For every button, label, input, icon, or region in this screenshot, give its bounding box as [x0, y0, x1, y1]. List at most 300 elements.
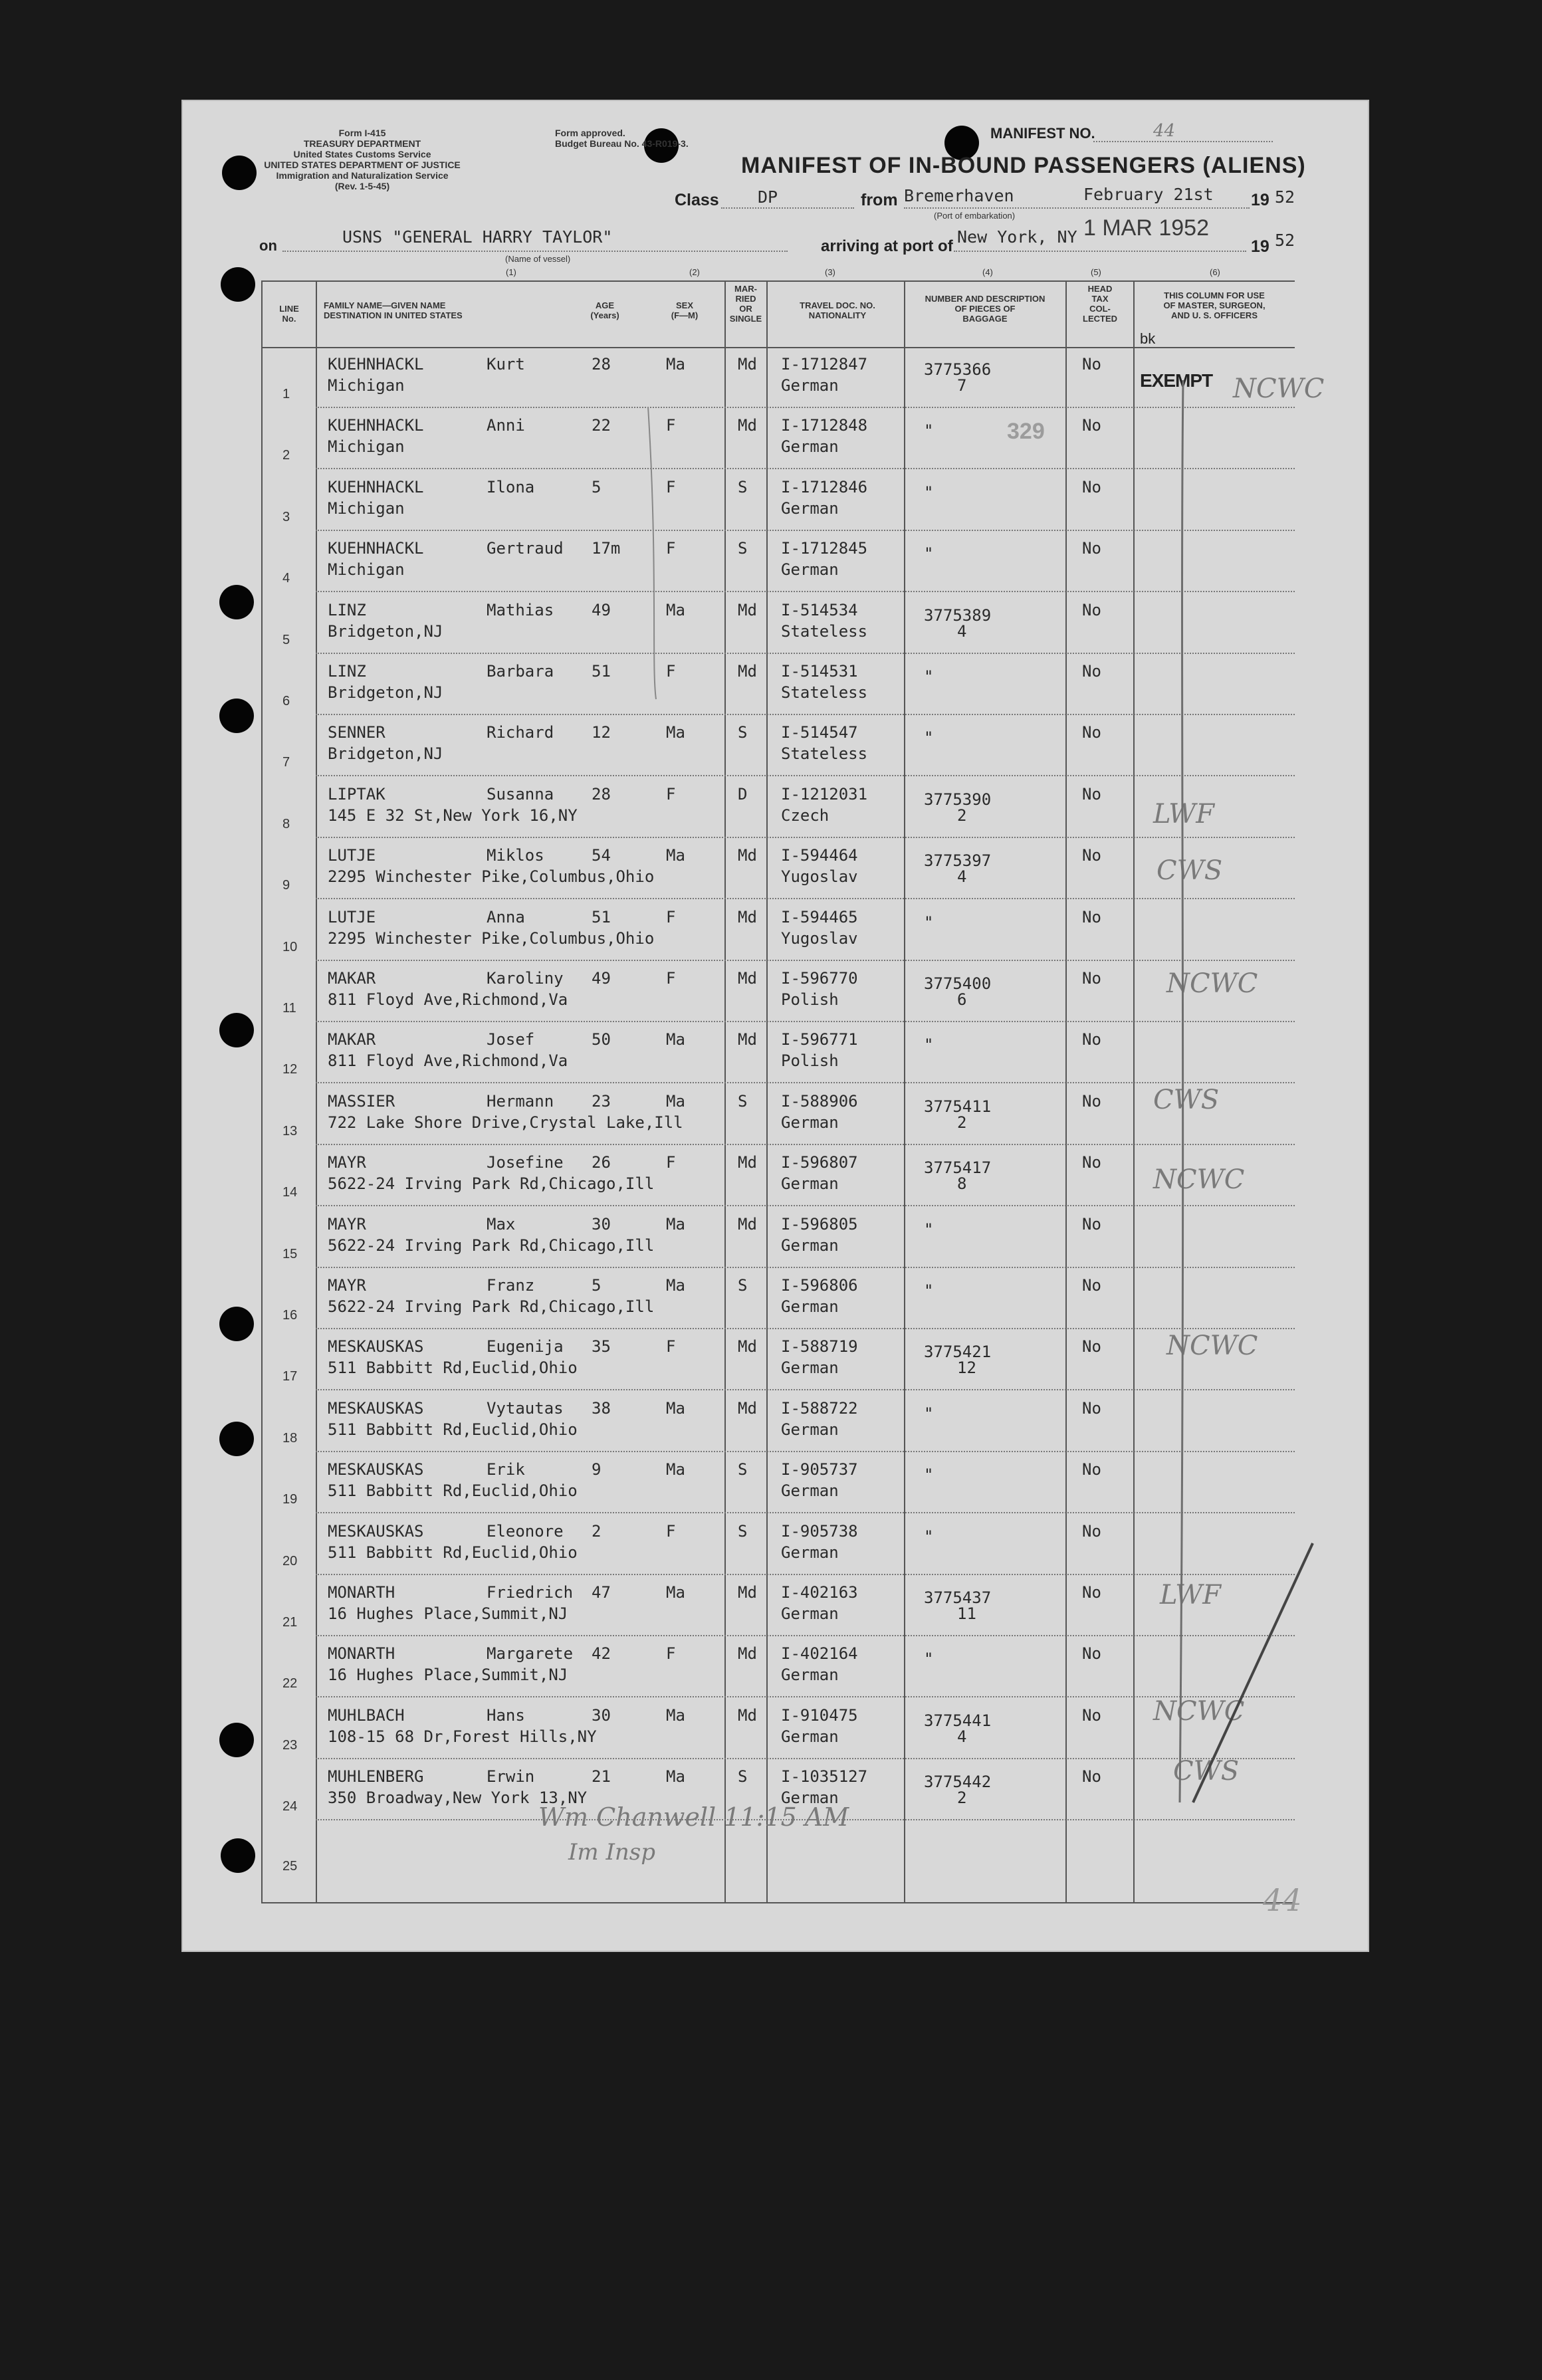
year-prefix: 19	[1251, 191, 1269, 209]
passenger-marital-status: S	[738, 1460, 748, 1479]
col-num-1: (1)	[506, 267, 516, 277]
passenger-head-tax: No	[1082, 1705, 1101, 1725]
passenger-age: 28	[592, 355, 611, 374]
passenger-marital-status: Md	[738, 1583, 757, 1602]
passenger-travel-doc: I-594464	[781, 846, 858, 865]
passenger-baggage-number: "	[924, 728, 934, 748]
arriving-label: arriving at port of	[821, 237, 953, 255]
passenger-nationality: German	[781, 1358, 839, 1378]
passenger-sex: Ma	[666, 1767, 685, 1786]
passenger-destination: 811 Floyd Ave,Richmond,Va	[328, 1051, 568, 1071]
passenger-nationality: German	[781, 1666, 839, 1685]
passenger-sex: Ma	[666, 355, 685, 374]
passenger-travel-doc: I-910475	[781, 1705, 858, 1725]
passenger-baggage-number: "	[924, 1650, 934, 1669]
passenger-baggage-number: 3775421	[924, 1343, 992, 1362]
line-number: 23	[282, 1737, 298, 1753]
line-number: 4	[282, 571, 290, 586]
pen-strokes	[183, 101, 1368, 1951]
passenger-travel-doc: I-905737	[781, 1460, 858, 1479]
passenger-destination: 511 Babbitt Rd,Euclid,Ohio	[328, 1481, 578, 1501]
passenger-given-name: Kurt	[487, 355, 525, 374]
passenger-head-tax: No	[1082, 1276, 1101, 1295]
passenger-travel-doc: I-514531	[781, 662, 858, 681]
col-header-name: FAMILY NAME—GIVEN NAME DESTINATION IN UNITED STATES	[324, 300, 463, 320]
passenger-destination: Bridgeton,NJ	[328, 744, 443, 764]
passenger-marital-status: Md	[738, 355, 757, 374]
passenger-destination: 511 Babbitt Rd,Euclid,Ohio	[328, 1420, 578, 1439]
passenger-nationality: German	[781, 437, 839, 457]
agency-note: LWF	[1153, 799, 1214, 829]
passenger-nationality: German	[781, 560, 839, 580]
passenger-head-tax: No	[1082, 1030, 1101, 1049]
year2-prefix: 19	[1251, 237, 1269, 256]
passenger-marital-status: S	[738, 1276, 748, 1295]
passenger-baggage-number: "	[924, 667, 934, 686]
passenger-destination: 511 Babbitt Rd,Euclid,Ohio	[328, 1543, 578, 1562]
passenger-nationality: Czech	[781, 806, 829, 825]
col-header-married: MAR- RIED OR SINGLE	[729, 284, 762, 324]
passenger-baggage-pieces: 12	[957, 1358, 976, 1378]
col-header-officers: THIS COLUMN FOR USE OF MASTER, SURGEON, AND U. S. OFFICERS	[1163, 290, 1266, 320]
col-header-travel-doc: TRAVEL DOC. NO. NATIONALITY	[800, 300, 875, 320]
line-number: 20	[282, 1553, 298, 1569]
agency-note: CWS	[1173, 1756, 1240, 1786]
passenger-family-name: MASSIER	[328, 1091, 395, 1111]
passenger-given-name: Hans	[487, 1705, 525, 1725]
passenger-marital-status: Md	[738, 1030, 757, 1049]
passenger-family-name: LUTJE	[328, 846, 376, 865]
passenger-given-name: Anni	[487, 416, 525, 435]
passenger-given-name: Josef	[487, 1030, 535, 1049]
passenger-sex: Ma	[666, 600, 685, 619]
form-department-block: Form I-415 TREASURY DEPARTMENT United States Customs Service UNITED STATES DEPARTMENT OF JUSTICE Immigration and Naturalization Service (Rev. 1-5-45)	[264, 128, 461, 191]
passenger-baggage-pieces: 4	[957, 867, 967, 887]
vessel-name: USNS "GENERAL HARRY TAYLOR"	[342, 227, 613, 247]
passenger-age: 5	[592, 477, 602, 496]
passenger-sex: F	[666, 1153, 676, 1172]
passenger-age: 47	[592, 1583, 611, 1602]
passenger-sex: Ma	[666, 1030, 685, 1049]
line-number: 5	[282, 632, 290, 647]
passenger-head-tax: No	[1082, 539, 1101, 558]
manifest-no-label: MANIFEST NO.	[990, 125, 1095, 142]
passenger-marital-status: Md	[738, 1398, 757, 1418]
line-number: 7	[282, 755, 290, 770]
passenger-given-name: Josefine	[487, 1153, 564, 1172]
passenger-baggage-number: "	[924, 421, 934, 441]
passenger-family-name: KUEHNHACKL	[328, 539, 424, 558]
passenger-baggage-number: 3775389	[924, 605, 992, 625]
passenger-family-name: MAYR	[328, 1214, 366, 1234]
passenger-age: 49	[592, 600, 611, 619]
passenger-sex: F	[666, 539, 676, 558]
passenger-head-tax: No	[1082, 1337, 1101, 1356]
passenger-family-name: LINZ	[328, 662, 366, 681]
passenger-travel-doc: I-1035127	[781, 1767, 868, 1786]
passenger-baggage-number: "	[924, 483, 934, 502]
passenger-nationality: German	[781, 376, 839, 395]
passenger-age: 21	[592, 1767, 611, 1786]
col-num-2: (2)	[689, 267, 700, 277]
passenger-baggage-pieces: 8	[957, 1174, 967, 1194]
passenger-given-name: Erik	[487, 1460, 525, 1479]
passenger-marital-status: Md	[738, 907, 757, 926]
passenger-sex: F	[666, 907, 676, 926]
port-caption: (Port of embarkation)	[934, 211, 1016, 221]
passenger-destination: 16 Hughes Place,Summit,NJ	[328, 1666, 568, 1685]
passenger-marital-status: S	[738, 1091, 748, 1111]
passenger-nationality: German	[781, 1420, 839, 1439]
passenger-head-tax: No	[1082, 600, 1101, 619]
passenger-baggage-number: 3775397	[924, 851, 992, 871]
passenger-marital-status: Md	[738, 969, 757, 988]
agency-note: NCWC	[1153, 1696, 1245, 1727]
passenger-destination: Michigan	[328, 498, 405, 518]
passenger-given-name: Eleonore	[487, 1521, 564, 1541]
passenger-sex: Ma	[666, 1091, 685, 1111]
passenger-nationality: Yugoslav	[781, 928, 858, 948]
passenger-destination: 5622-24 Irving Park Rd,Chicago,Ill	[328, 1236, 655, 1255]
passenger-head-tax: No	[1082, 846, 1101, 865]
passenger-marital-status: S	[738, 477, 748, 496]
passenger-baggage-number: "	[924, 544, 934, 564]
passenger-destination: Michigan	[328, 437, 405, 457]
passenger-travel-doc: I-402163	[781, 1583, 858, 1602]
passenger-sex: Ma	[666, 1583, 685, 1602]
line-number: 10	[282, 939, 298, 954]
passenger-head-tax: No	[1082, 1460, 1101, 1479]
passenger-baggage-number: 3775400	[924, 974, 992, 993]
passenger-family-name: MUHLBACH	[328, 1705, 405, 1725]
passenger-age: 5	[592, 1276, 602, 1295]
passenger-sex: Ma	[666, 1276, 685, 1295]
passenger-age: 26	[592, 1153, 611, 1172]
passenger-family-name: MAKAR	[328, 969, 376, 988]
passenger-nationality: Stateless	[781, 621, 868, 641]
passenger-baggage-pieces: 7	[957, 376, 967, 395]
passenger-age: 17m	[592, 539, 621, 558]
passenger-nationality: Polish	[781, 1051, 839, 1071]
passenger-travel-doc: I-596770	[781, 969, 858, 988]
passenger-destination: 145 E 32 St,New York 16,NY	[328, 806, 578, 825]
passenger-travel-doc: I-1712846	[781, 477, 868, 496]
passenger-family-name: LIPTAK	[328, 784, 386, 804]
passenger-baggage-pieces: 6	[957, 990, 967, 1009]
passenger-family-name: LINZ	[328, 600, 366, 619]
passenger-destination: 5622-24 Irving Park Rd,Chicago,Ill	[328, 1297, 655, 1316]
passenger-given-name: Erwin	[487, 1767, 535, 1786]
passenger-sex: F	[666, 1644, 676, 1664]
year2-value: 52	[1275, 231, 1295, 250]
passenger-age: 12	[592, 723, 611, 742]
from-value: Bremerhaven	[904, 186, 1014, 205]
col-num-3: (3)	[825, 267, 835, 277]
manifest-sheet	[183, 101, 1368, 1951]
passenger-travel-doc: I-1712848	[781, 416, 868, 435]
passenger-age: 50	[592, 1030, 611, 1049]
passenger-age: 35	[592, 1337, 611, 1356]
passenger-nationality: German	[781, 1604, 839, 1623]
passenger-head-tax: No	[1082, 784, 1101, 804]
pen-stroke-diagonal	[1193, 1543, 1313, 1802]
line-number: 16	[282, 1308, 298, 1323]
passenger-travel-doc: I-514534	[781, 600, 858, 619]
passenger-destination: 811 Floyd Ave,Richmond,Va	[328, 990, 568, 1009]
passenger-marital-status: S	[738, 1521, 748, 1541]
passenger-baggage-number: 3775366	[924, 360, 992, 379]
line-number: 3	[282, 509, 290, 524]
passenger-head-tax: No	[1082, 1398, 1101, 1418]
col-num-4: (4)	[982, 267, 993, 277]
passenger-travel-doc: I-596806	[781, 1276, 858, 1295]
passenger-travel-doc: I-1712845	[781, 539, 868, 558]
vessel-caption: (Name of vessel)	[505, 254, 571, 264]
col-header-age: AGE (Years)	[590, 300, 619, 320]
passenger-family-name: SENNER	[328, 723, 386, 742]
passenger-age: 54	[592, 846, 611, 865]
passenger-baggage-number: "	[924, 1465, 934, 1485]
class-label: Class	[675, 191, 719, 209]
inspector-title: Im Insp	[568, 1839, 656, 1866]
line-number-empty: 25	[282, 1859, 298, 1874]
inspector-signature: Wm Chanwell 11:15 AM	[538, 1802, 849, 1832]
passenger-given-name: Vytautas	[487, 1398, 564, 1418]
passenger-travel-doc: I-514547	[781, 723, 858, 742]
passenger-sex: F	[666, 1337, 676, 1356]
passenger-head-tax: No	[1082, 1583, 1101, 1602]
passenger-marital-status: Md	[738, 416, 757, 435]
arrival-port: New York, NY	[957, 227, 1077, 247]
passenger-age: 51	[592, 662, 611, 681]
passenger-nationality: German	[781, 1788, 839, 1808]
passenger-marital-status: Md	[738, 662, 757, 681]
passenger-family-name: KUEHNHACKL	[328, 416, 424, 435]
passenger-nationality: Polish	[781, 990, 839, 1009]
passenger-marital-status: D	[738, 784, 748, 804]
passenger-baggage-pieces: 11	[957, 1604, 976, 1623]
passenger-given-name: Max	[487, 1214, 516, 1234]
passenger-baggage-pieces: 4	[957, 621, 967, 641]
passenger-family-name: LUTJE	[328, 907, 376, 926]
passenger-head-tax: No	[1082, 969, 1101, 988]
passenger-family-name: MAYR	[328, 1276, 366, 1295]
pen-stroke-vertical	[1180, 380, 1183, 1802]
passenger-nationality: Yugoslav	[781, 867, 858, 887]
passenger-head-tax: No	[1082, 1091, 1101, 1111]
passenger-travel-doc: I-402164	[781, 1644, 858, 1664]
col-num-5: (5)	[1091, 267, 1101, 277]
passenger-age: 42	[592, 1644, 611, 1664]
passenger-head-tax: No	[1082, 1767, 1101, 1786]
passenger-nationality: German	[781, 1481, 839, 1501]
stamp-329: 329	[1007, 419, 1045, 444]
passenger-given-name: Franz	[487, 1276, 535, 1295]
passenger-destination: Bridgeton,NJ	[328, 683, 443, 702]
passenger-marital-status: Md	[738, 600, 757, 619]
passenger-destination: Michigan	[328, 560, 405, 580]
col-header-line-no: LINE No.	[279, 304, 299, 324]
passenger-family-name: MONARTH	[328, 1644, 395, 1664]
passenger-travel-doc: I-905738	[781, 1521, 858, 1541]
passenger-nationality: Stateless	[781, 683, 868, 702]
passenger-age: 22	[592, 416, 611, 435]
passenger-sex: Ma	[666, 846, 685, 865]
passenger-baggage-pieces: 4	[957, 1727, 967, 1746]
passenger-sex: Ma	[666, 1705, 685, 1725]
agency-note: NCWC	[1233, 374, 1325, 404]
passenger-family-name: MONARTH	[328, 1583, 395, 1602]
passenger-head-tax: No	[1082, 907, 1101, 926]
passenger-travel-doc: I-1212031	[781, 784, 868, 804]
passenger-baggage-number: 3775411	[924, 1097, 992, 1116]
passenger-given-name: Ilona	[487, 477, 535, 496]
line-number: 9	[282, 878, 290, 893]
passenger-nationality: German	[781, 1236, 839, 1255]
line-number: 11	[282, 1001, 296, 1016]
passenger-travel-doc: I-594465	[781, 907, 858, 926]
line-number: 18	[282, 1430, 298, 1446]
passenger-travel-doc: I-596771	[781, 1030, 858, 1049]
passenger-given-name: Barbara	[487, 662, 554, 681]
passenger-nationality: German	[781, 1727, 839, 1746]
passenger-nationality: German	[781, 1297, 839, 1316]
passenger-given-name: Hermann	[487, 1091, 554, 1111]
passenger-head-tax: No	[1082, 477, 1101, 496]
line-number: 15	[282, 1246, 298, 1261]
passenger-destination: 108-15 68 Dr,Forest Hills,NY	[328, 1727, 597, 1746]
passenger-marital-status: S	[738, 1767, 748, 1786]
passenger-baggage-number: "	[924, 1220, 934, 1239]
manifest-no-value: 44	[1153, 121, 1176, 141]
class-value: DP	[758, 187, 778, 207]
passenger-marital-status: S	[738, 539, 748, 558]
passenger-baggage-pieces: 2	[957, 1113, 967, 1132]
line-number: 22	[282, 1676, 298, 1691]
passenger-head-tax: No	[1082, 662, 1101, 681]
passenger-destination: 350 Broadway,New York 13,NY	[328, 1788, 588, 1808]
agency-note: LWF	[1160, 1580, 1221, 1610]
passenger-travel-doc: I-588722	[781, 1398, 858, 1418]
line-number: 12	[282, 1062, 298, 1077]
passenger-head-tax: No	[1082, 1153, 1101, 1172]
passenger-marital-status: Md	[738, 846, 757, 865]
passenger-given-name: Margarete	[487, 1644, 574, 1664]
departure-date: February 21st	[1083, 185, 1214, 204]
passenger-baggage-number: 3775390	[924, 790, 992, 809]
col-header-head-tax: HEAD TAX COL- LECTED	[1083, 284, 1117, 324]
passenger-nationality: German	[781, 1113, 839, 1132]
passenger-destination: Michigan	[328, 376, 405, 395]
agency-note: CWS	[1153, 1085, 1220, 1115]
passenger-travel-doc: I-588906	[781, 1091, 858, 1111]
passenger-baggage-number: 3775441	[924, 1711, 992, 1730]
passenger-sex: Ma	[666, 723, 685, 742]
passenger-sex: F	[666, 784, 676, 804]
passenger-baggage-number: 3775437	[924, 1588, 992, 1607]
passenger-marital-status: Md	[738, 1214, 757, 1234]
passenger-marital-status: Md	[738, 1337, 757, 1356]
passenger-sex: Ma	[666, 1214, 685, 1234]
passenger-age: 49	[592, 969, 611, 988]
passenger-head-tax: No	[1082, 1521, 1101, 1541]
passenger-sex: Ma	[666, 1398, 685, 1418]
passenger-family-name: MUHLENBERG	[328, 1767, 424, 1786]
passenger-family-name: MAKAR	[328, 1030, 376, 1049]
line-number: 21	[282, 1615, 298, 1630]
line-number: 13	[282, 1123, 298, 1138]
passenger-baggage-number: 3775442	[924, 1773, 992, 1792]
passenger-age: 51	[592, 907, 611, 926]
passenger-baggage-number: "	[924, 1527, 934, 1546]
line-number: 2	[282, 448, 290, 463]
passenger-given-name: Anna	[487, 907, 525, 926]
col-num-6: (6)	[1210, 267, 1220, 277]
passenger-family-name: MESKAUSKAS	[328, 1460, 424, 1479]
agency-note: NCWC	[1166, 968, 1258, 999]
passenger-given-name: Susanna	[487, 784, 554, 804]
line-number: 6	[282, 694, 290, 708]
passenger-family-name: MAYR	[328, 1153, 366, 1172]
passenger-destination: 5622-24 Irving Park Rd,Chicago,Ill	[328, 1174, 655, 1194]
line-number: 1	[282, 387, 290, 401]
passenger-family-name: MESKAUSKAS	[328, 1398, 424, 1418]
passenger-given-name: Miklos	[487, 846, 544, 865]
passenger-given-name: Friedrich	[487, 1583, 574, 1602]
passenger-sex: Ma	[666, 1460, 685, 1479]
passenger-baggage-pieces: 2	[957, 1788, 967, 1808]
passenger-given-name: Mathias	[487, 600, 554, 619]
passenger-destination: 16 Hughes Place,Summit,NJ	[328, 1604, 568, 1623]
passenger-baggage-number: 3775417	[924, 1158, 992, 1178]
passenger-given-name: Richard	[487, 723, 554, 742]
passenger-destination: 511 Babbitt Rd,Euclid,Ohio	[328, 1358, 578, 1378]
passenger-given-name: Eugenija	[487, 1337, 564, 1356]
passenger-given-name: Karoliny	[487, 969, 564, 988]
passenger-head-tax: No	[1082, 1214, 1101, 1234]
passenger-age: 30	[592, 1214, 611, 1234]
passenger-age: 30	[592, 1705, 611, 1725]
passenger-nationality: German	[781, 1543, 839, 1562]
agency-note: NCWC	[1166, 1331, 1258, 1361]
passenger-head-tax: No	[1082, 416, 1101, 435]
passenger-marital-status: Md	[738, 1705, 757, 1725]
passenger-family-name: MESKAUSKAS	[328, 1521, 424, 1541]
pen-stroke	[648, 407, 656, 699]
agency-note: NCWC	[1153, 1164, 1245, 1195]
passenger-age: 2	[592, 1521, 602, 1541]
passenger-sex: F	[666, 477, 676, 496]
passenger-marital-status: Md	[738, 1644, 757, 1664]
passenger-travel-doc: I-596807	[781, 1153, 858, 1172]
passenger-age: 23	[592, 1091, 611, 1111]
arrival-date-stamp: 1 MAR 1952	[1083, 215, 1209, 241]
passenger-nationality: Stateless	[781, 744, 868, 764]
agency-note: CWS	[1156, 855, 1223, 886]
passenger-destination: 722 Lake Shore Drive,Crystal Lake,Ill	[328, 1113, 683, 1132]
passenger-travel-doc: I-596805	[781, 1214, 858, 1234]
exempt-stamp: EXEMPT	[1140, 370, 1213, 391]
passenger-baggage-number: "	[924, 1281, 934, 1300]
passenger-head-tax: No	[1082, 723, 1101, 742]
manifest-title: MANIFEST OF IN-BOUND PASSENGERS (ALIENS)	[741, 153, 1306, 178]
passenger-sex: F	[666, 969, 676, 988]
passenger-head-tax: No	[1082, 355, 1101, 374]
passenger-baggage-number: "	[924, 1404, 934, 1423]
line-number: 14	[282, 1185, 298, 1200]
line-number: 19	[282, 1492, 298, 1507]
passenger-travel-doc: I-1712847	[781, 355, 868, 374]
